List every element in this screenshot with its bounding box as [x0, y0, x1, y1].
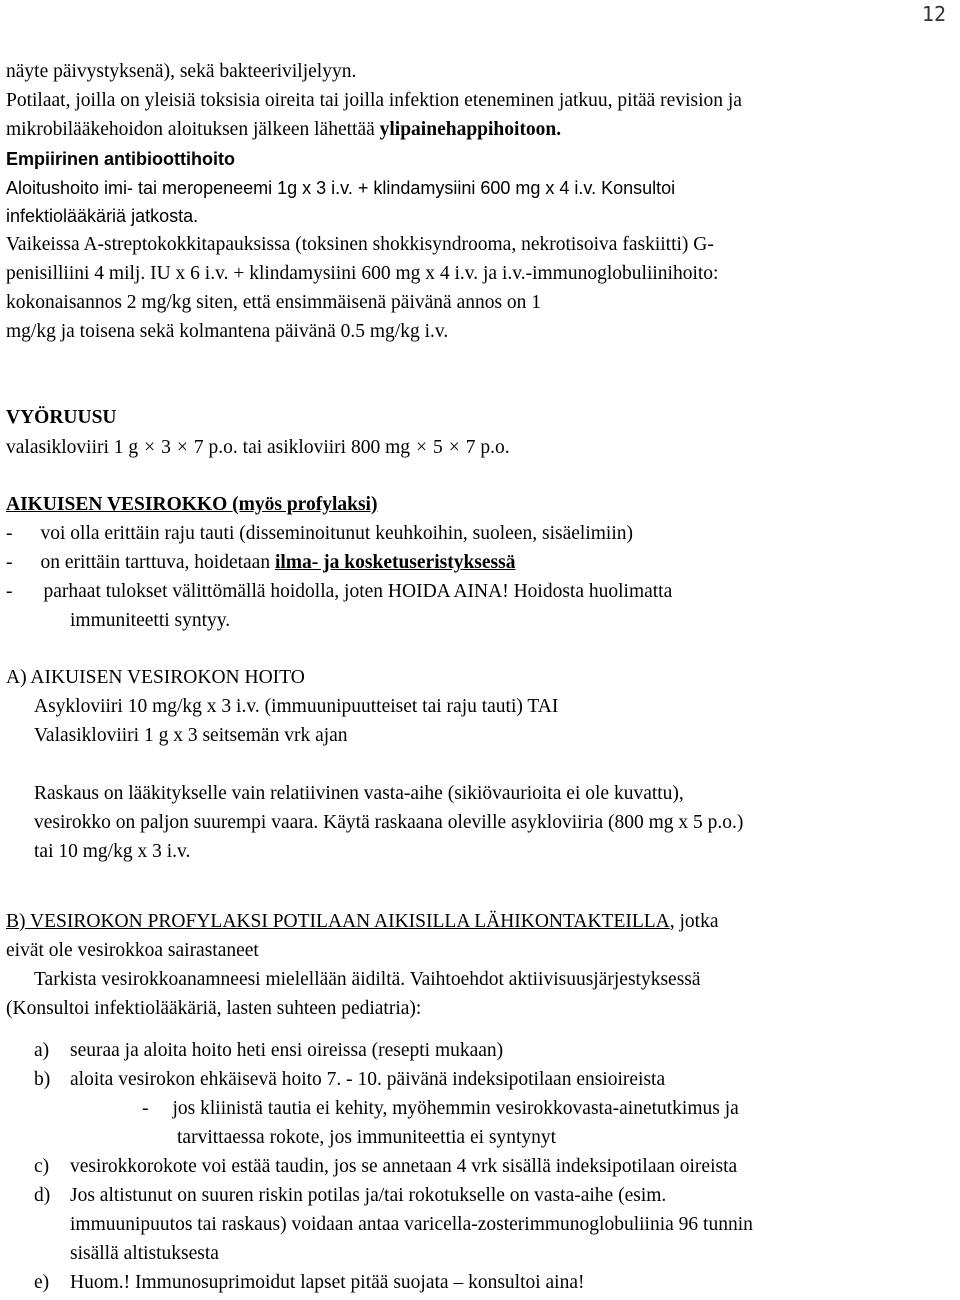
- text-segment: valasikloviiri 1 g: [6, 437, 139, 458]
- list-marker: a): [34, 1040, 50, 1061]
- dash-bullet: -: [6, 523, 13, 544]
- list-item: [6, 1271, 585, 1295]
- text-line: mg/kg ja toisena sekä kolmantena päivänä 0.5 mg/kg i.v.: [6, 321, 449, 342]
- text-line: Raskaus on lääkitykselle vain relatiivinen vasta-aihe (sikiövaurioita ei ole kuvattu),: [34, 783, 684, 804]
- list-item: [6, 1068, 665, 1092]
- section-heading: AIKUISEN VESIROKKO (myös profylaksi): [6, 494, 378, 515]
- list-item-text: jos kliinistä tautia ei kehity, myöhemmin vesirokkovasta-ainetutkimus ja: [172, 1098, 739, 1119]
- text-segment: , jotka: [669, 911, 719, 932]
- list-item-text: on erittäin tarttuva, hoidetaan: [40, 552, 275, 573]
- dash-bullet: -: [142, 1098, 149, 1119]
- list-marker: e): [34, 1272, 50, 1293]
- text-line: Valasikloviiri 1 g x 3 seitsemän vrk ajan: [34, 725, 348, 746]
- list-item: [6, 1184, 666, 1208]
- page-number: 12: [921, 2, 946, 26]
- list-item: [6, 580, 672, 604]
- text-line: näyte päivystyksenä), sekä bakteeriviljelyyn.: [6, 61, 357, 82]
- underlined-heading: B) VESIROKON PROFYLAKSI POTILAAN AIKISILLA LÄHIKONTAKTEILLA: [6, 911, 670, 932]
- text-line: kokonaisannos 2 mg/kg siten, että ensimmäisenä päivänä annos on 1: [6, 292, 542, 313]
- list-item: [6, 1039, 503, 1063]
- text-segment: 7 p.o. tai asikloviiri 800 mg: [193, 437, 411, 458]
- times-icon: ×: [144, 437, 156, 458]
- text-segment: 7 p.o.: [465, 437, 510, 458]
- list-marker: c): [34, 1156, 50, 1177]
- times-icon: ×: [416, 437, 428, 458]
- text-segment: 5: [433, 437, 443, 458]
- bold-text: ylipainehappihoitoon.: [379, 119, 562, 140]
- text-segment: mikrobilääkehoidon aloituksen jälkeen lähettää: [6, 119, 380, 140]
- section-heading: [6, 910, 719, 934]
- text-line: penisilliini 4 milj. IU x 6 i.v. + klindamysiini 600 mg x 4 i.v. ja i.v.-immunoglobuliinihoito:: [6, 263, 719, 284]
- text-line: tai 10 mg/kg x 3 i.v.: [34, 841, 191, 862]
- text-line: Aloitushoito imi- tai meropeneemi 1g x 3 i.v. + klindamysiini 600 mg x 4 i.v. Konsultoi: [6, 178, 676, 198]
- dash-bullet: -: [6, 581, 13, 602]
- list-marker: b): [34, 1069, 51, 1090]
- section-heading: VYÖRUUSU: [6, 407, 117, 428]
- text-line: infektiolääkäriä jatkosta.: [6, 206, 199, 226]
- text-line: eivät ole vesirokkoa sairastaneet: [6, 940, 259, 961]
- text-line: [6, 436, 510, 460]
- sub-list-item-continuation: tarvittaessa rokote, jos immuniteettia ei syntynyt: [177, 1127, 557, 1148]
- text-line: Asykloviiri 10 mg/kg x 3 i.v. (immuunipuutteiset tai raju tauti) TAI: [34, 696, 559, 717]
- list-item: [6, 551, 515, 575]
- sub-list-item: [142, 1097, 739, 1121]
- bold-underlined-text: ilma- ja kosketuseristyksessä: [274, 552, 516, 573]
- list-item-continuation: sisällä altistuksesta: [70, 1243, 219, 1264]
- list-marker: d): [34, 1185, 51, 1206]
- list-item-text: vesirokkorokote voi estää taudin, jos se annetaan 4 vrk sisällä indeksipotilaan oireista: [70, 1156, 738, 1177]
- list-item-text: voi olla erittäin raju tauti (disseminoitunut keuhkoihin, suoleen, sisäelimiin): [40, 523, 633, 544]
- text-line: Vaikeissa A-streptokokkitapauksissa (toksinen shokkisyndrooma, nekrotisoiva faskiitti) G-: [6, 234, 714, 255]
- text-line: (Konsultoi infektiolääkäriä, lasten suhteen pediatria):: [6, 998, 422, 1019]
- list-item: [6, 522, 633, 546]
- text-line: vesirokko on paljon suurempi vaara. Käytä raskaana oleville asykloviiria (800 mg x 5 p.o.): [34, 812, 744, 833]
- section-heading: Empiirinen antibioottihoito: [6, 149, 235, 169]
- list-item-text: parhaat tulokset välittömällä hoidolla, joten HOIDA AINA! Hoidosta huolimatta: [43, 581, 673, 602]
- list-item-text: Huom.! Immunosuprimoidut lapset pitää suojata – konsultoi aina!: [70, 1272, 585, 1293]
- dash-bullet: -: [6, 552, 13, 573]
- text-line: Potilaat, joilla on yleisiä toksisia oireita tai joilla infektion eteneminen jatkuu, pitää revision ja: [6, 90, 742, 111]
- list-item: [6, 1155, 737, 1179]
- text-segment: 3: [161, 437, 171, 458]
- times-icon: ×: [176, 437, 188, 458]
- list-item-text: seuraa ja aloita hoito heti ensi oireissa (resepti mukaan): [70, 1040, 504, 1061]
- list-item-continuation: immuniteetti syntyy.: [70, 610, 231, 631]
- times-icon: ×: [448, 437, 460, 458]
- text-line: Tarkista vesirokkoanamneesi mielellään äidiltä. Vaihtoehdot aktiivisuusjärjestyksessä: [34, 969, 701, 990]
- text-line: [6, 118, 561, 142]
- section-heading: A) AIKUISEN VESIROKON HOITO: [6, 667, 305, 688]
- list-item-continuation: immuunipuutos tai raskaus) voidaan antaa varicella-zosterimmunoglobuliinia 96 tunnin: [70, 1214, 753, 1235]
- list-item-text: Jos altistunut on suuren riskin potilas ja/tai rokotukselle on vasta-aihe (esim.: [70, 1185, 667, 1206]
- list-item-text: aloita vesirokon ehkäisevä hoito 7. - 10. päivänä indeksipotilaan ensioireista: [70, 1069, 666, 1090]
